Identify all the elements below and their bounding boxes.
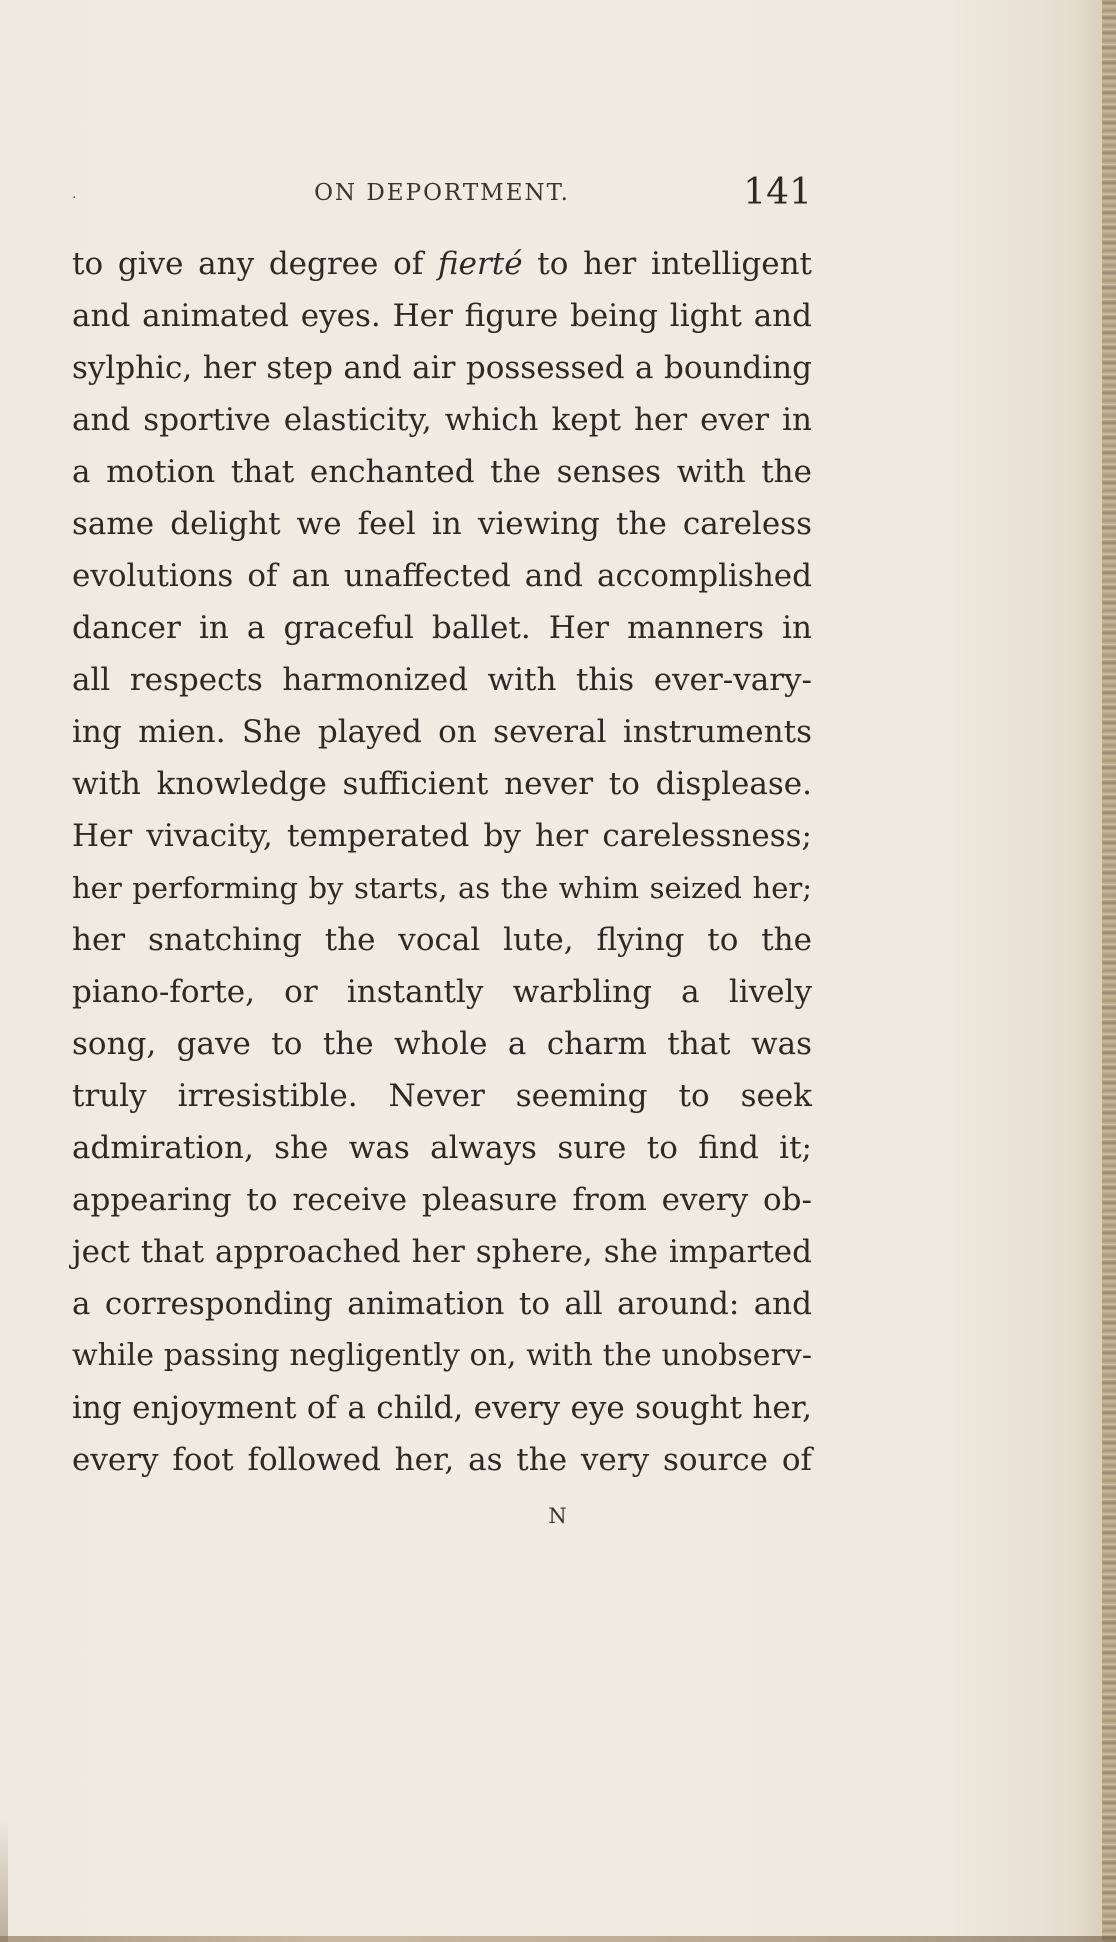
text-line: song, gave to the whole a charm that was xyxy=(72,1026,812,1062)
italic-word: fierté xyxy=(437,246,523,282)
text-line: with knowledge sufficient never to displease. xyxy=(72,766,812,802)
text-line: while passing negligently on, with the unobserv- xyxy=(72,1338,812,1373)
text-line: her snatching the vocal lute, flying to the xyxy=(72,922,812,958)
text-line: and sportive elasticity, which kept her ever in xyxy=(72,402,812,438)
text-line: ject that approached her sphere, she imparted xyxy=(72,1234,812,1270)
text-line: admiration, she was always sure to find it; xyxy=(72,1130,812,1166)
header-mark: . xyxy=(72,186,77,202)
text-line: appearing to receive pleasure from every ob- xyxy=(72,1182,812,1218)
text-line: truly irresistible. Never seeming to seek xyxy=(72,1078,812,1114)
text-line: evolutions of an unaffected and accomplished xyxy=(72,558,812,594)
body-text xyxy=(72,238,812,1486)
text-line: every foot followed her, as the very source of xyxy=(72,1442,812,1478)
text-line: piano-forte, or instantly warbling a lively xyxy=(72,974,812,1010)
text-line: and animated eyes. Her figure being light and xyxy=(72,298,812,334)
signature-mark: N xyxy=(548,1504,568,1528)
running-title: ON DEPORTMENT. xyxy=(314,180,570,206)
text-line: ing enjoyment of a child, every eye sought her, xyxy=(72,1390,812,1426)
text-line: her performing by starts, as the whim seized her; xyxy=(72,871,812,905)
text-line: same delight we feel in viewing the careless xyxy=(72,506,812,542)
page-header xyxy=(72,172,812,222)
text-line: sylphic, her step and air possessed a bounding xyxy=(72,350,812,386)
text-line: Her vivacity, temperated by her carelessness; xyxy=(72,818,812,854)
text-line: all respects harmonized with this ever-vary- xyxy=(72,662,812,698)
page-edge-bottom xyxy=(0,1936,1116,1942)
text-line: ing mien. She played on several instruments xyxy=(72,714,812,750)
text-line: a motion that enchanted the senses with the xyxy=(72,454,812,490)
text-line: to give any degree of fierté to her intelligent xyxy=(72,246,812,282)
text-line: dancer in a graceful ballet. Her manners in xyxy=(72,610,812,646)
text-line: a corresponding animation to all around: and xyxy=(72,1286,812,1322)
page-number: 141 xyxy=(743,172,812,213)
page-edge-left xyxy=(0,1820,8,1942)
page-edge-right xyxy=(1102,0,1116,1942)
